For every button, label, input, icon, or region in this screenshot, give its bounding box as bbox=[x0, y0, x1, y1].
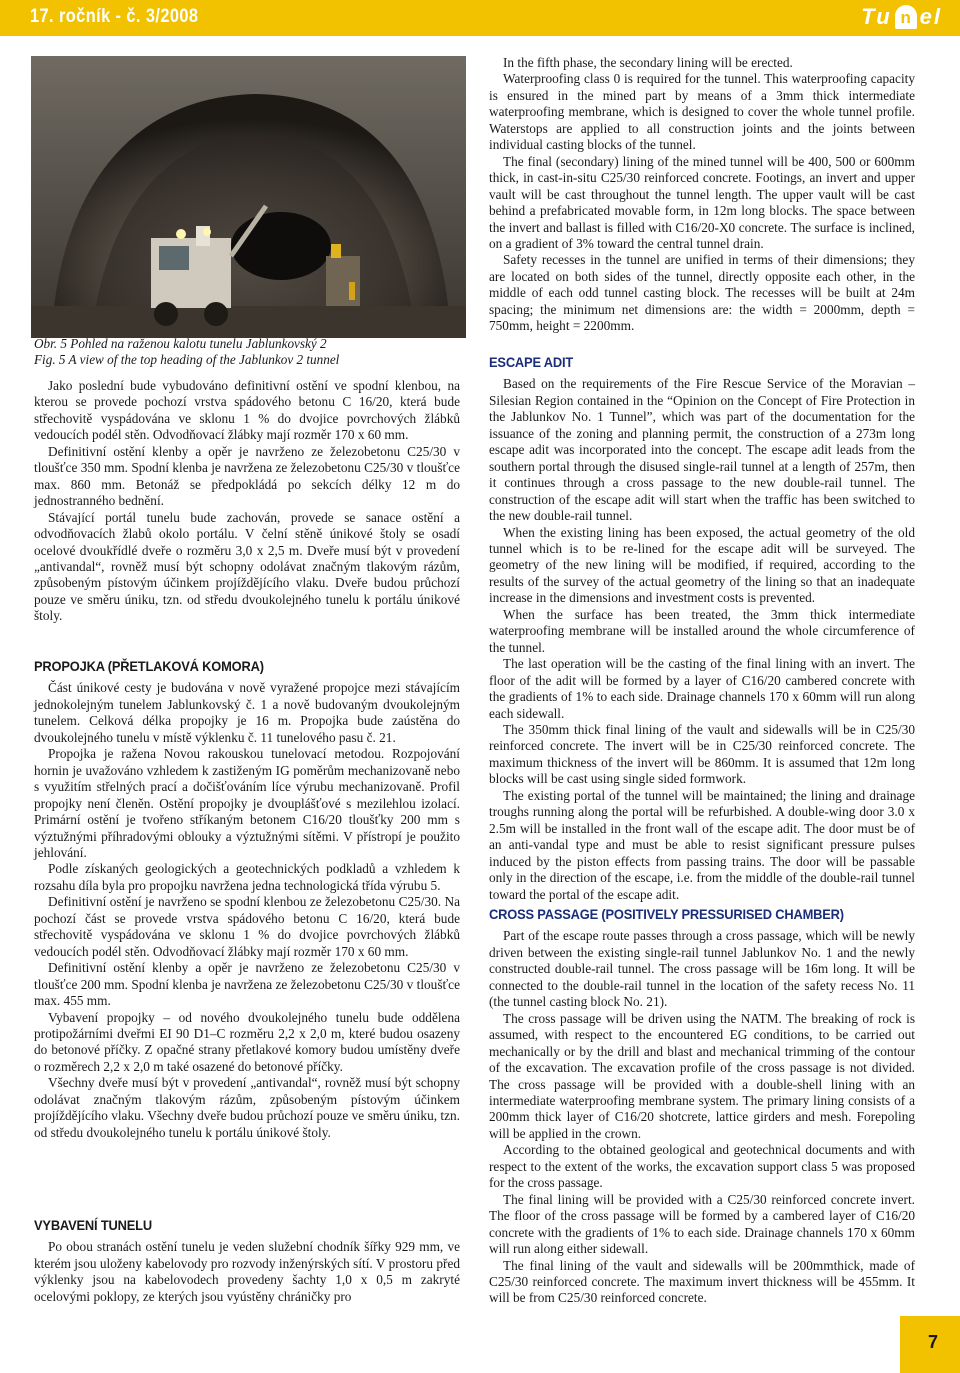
left-column-vybaveni bbox=[34, 1217, 460, 1305]
paragraph: The final (secondary) lining of the mined tunnel will be 400, 500 or 600mm thick, in cast-in-situ C25/30 reinforced concrete. Footings, an invert and upper vault will be cast throughout the tunnel length. The upper vault will be cast behind a prefabricated movable form, in 12m long blocks. The space between the invert and ballast is filled with C16/20-X0 concrete. The surface is inclined, on a gradient of 3% toward the central tunnel drain. bbox=[489, 153, 915, 251]
paragraph: The existing portal of the tunnel will be maintained; the lining and drainage troughs running along the portal will be refurbished. A double-wing door 3.0 x 2.5m will be installed in the front wall of the escape adit. The door must be of an anti-vandal type and must be able to resist significant pressure pulses induced by the piston effects from passing trains. The door will be passable only in the direction of the escape, i.e. from the middle of the double-rail tunnel toward the portal of the escape adit. bbox=[489, 787, 915, 902]
paragraph: Part of the escape route passes through a cross passage, which will be newly driven between the existing single-rail tunnel Jablunkov No. 1 and the newly constructed double-rail tunnel. The cross passage will be 16m long. It will be connected to the double-rail tunnel in the location of the safety recess No. 11 (the tunnel casting block No. 21). bbox=[489, 928, 915, 1010]
paragraph: The last operation will be the casting of the final lining with an invert. The floor of the adit will be formed by a layer of C16/20 cambered concrete with the gradients of 1% to each side. Drainage channels 170 x 60mm will run along each sidewall. bbox=[489, 656, 915, 721]
paragraph: Definitivní ostění klenby a opěr je navrženo ze železobetonu C25/30 v tloušťce 350 mm. Spodní klenba je navržena ze železobetonu C25/30 v tloušťce max. 860 mm. Betonáž se předpokládá po sekcích délky 12 m do jednostranného bednění. bbox=[34, 443, 460, 509]
paragraph: Všechny dveře musí být v provedení „antivandal“, rovněž musí být schopny odolávat značným tlakovým rázům, způsobeným pístovým účinkem projíždějícího vlaku. Všechny dveře budou průchozí pouze ve směru úniku, tzn. od středu dvoukolejného tunelu k portálu únikové štoly. bbox=[34, 1075, 460, 1140]
paragraph: Vybavení propojky – od nového dvoukolejného tunelu bude oddělena protipožárními dveřmi EI 90 D1–C rozměru 2,2 x 2,0 m, které budou osazeny do betonové příčky. Z opačné strany přetlakové komory budou umístěny dveře o rozměrech 2,2 x 2,0 m také osazené do betonové příčky. bbox=[34, 1009, 460, 1074]
logo-text-end: el bbox=[919, 4, 942, 29]
section-heading-vybaveni: VYBAVENÍ TUNELU bbox=[34, 1217, 152, 1233]
caption-czech: Obr. 5 Pohled na raženou kalotu tunelu Jablunkovský 2 bbox=[34, 336, 327, 351]
paragraph: Definitivní ostění klenby a opěr je navrženo ze železobetonu C25/30 v tloušťce 200 mm. Spodní klenba je navržena ze železobetonu C25/30 v tloušťce max. 455 mm. bbox=[34, 960, 460, 1009]
paragraph: Stávající portál tunelu bude zachován, provede se sanace ostění a odvodňovacích žlabů okolo portálu. V čelní stěně únikové štoly se osadí ocelové dvoukřídlé dveře o rozměru 3,0 x 2,5 m. Dveře musí být v provedení „antivandal“, rovněž musí být schopny odolávat značným tlakovým rázům, způsobeným pístovým účinkem projíždějícího vlaku. Dveře budou průchozí pouze ve směru úniku, tzn. od středu dvoukolejného tunelu k portálu únikové štoly. bbox=[34, 509, 460, 624]
paragraph: When the existing lining has been exposed, the actual geometry of the old tunnel which is to be re-lined for the escape adit will be surveyed. The geometry of the new lining will be modified, if required, according to the results of the survey of the actual geometry of the lining so that an inadequate increase in the dimensions and investment costs is prevented. bbox=[489, 524, 915, 606]
paragraph: The 350mm thick final lining of the vault and sidewalls will be in C25/30 reinforced concrete. The invert will be in C25/30 reinforced concrete. The maximum thickness of the invert will be 860mm. It is assumed that 12m long blocks will be cast using single sided formwork. bbox=[489, 721, 915, 787]
paragraph: The cross passage will be driven using the NATM. The breaking of rock is assumed, with respect to the encountered EG conditions, to be carried out mechanically or by the drill and blast and mechanical trimming of the contour of the excavation. The excavation profile of the cross passage is not divided. The cross passage will be provided with a double-shell lining with an intermediate waterproofing membrane system. The primary lining consists of a 200mm thick layer of C16/20 shotcrete, lattice girders and mesh. Forepoling will be applied in the crown. bbox=[489, 1010, 915, 1141]
paragraph: Based on the requirements of the Fire Rescue Service of the Moravian – Silesian Region contained in the “Opinion on the Concept of Fire Protection in the Jablunkov No. 1 Tunnel”, which was part of the documentation for the issuance of the zoning and planning permit, the construction of a 273m long escape adit was incorporated into the concept. The escape adit leads from the southern portal through the disused single-rail tunnel at a length of 257m, then it continues through a cross passage to the new double-rail tunnel. The construction of the escape adit will start when the traffic has been switched to the new double-rail tunnel. bbox=[489, 376, 915, 524]
paragraph: Jako poslední bude vybudováno definitivní ostění ve spodní klenbou, na kterou se provede pochozí vrstva spádového betonu C 16/20, která bude střechovitě vyspádována ve sklonu 1 % do dvojice povrchových žlábků vedoucích podél stěn. Odvodňovací žlábky mají rozměr 170 x 60 mm. bbox=[34, 378, 460, 443]
left-column-propojka bbox=[34, 658, 460, 1141]
left-column-intro bbox=[34, 378, 460, 625]
paragraph: Část únikové cesty je budována v nově vyražené propojce mezi stávajícím jednokolejným tunelem Jablunkovský č. 1 a nově budovaným dvoukolejným tunelem. Celková délka propojky je 16 m. Propojka bude zaústěna do dvoukolejného tunelu v místě výklenku č. 11 tunelového pasu č. 21. bbox=[34, 680, 460, 745]
section-heading-escape-adit: ESCAPE ADIT bbox=[489, 354, 574, 370]
paragraph: Definitivní ostění je navrženo se spodní klenbou ze železobetonu C25/30. Na pochozí část se provede vrstva spádového betonu C 16/20, která bude střechovitě vyspádována ve sklonu 1 % do dvojice povrchových žlábků vedoucích podél stěn. Odvodňovací žlábky mají rozměr 170 x 60 mm. bbox=[34, 894, 460, 959]
issue-label: 17. ročník - č. 3/2008 bbox=[30, 6, 199, 27]
paragraph: Podle získaných geologických a geotechnických podkladů a vzhledem k rozsahu díla byla pro propojku navržena jedna technologická třída výrubu 5. bbox=[34, 861, 460, 893]
paragraph: The final lining of the vault and sidewalls will be 200mmthick, made of C25/30 reinforced concrete. The maximum invert thickness will be 455mm. It will be from C25/30 reinforced concrete. bbox=[489, 1257, 915, 1306]
section-heading-cross-passage: CROSS PASSAGE (POSITIVELY PRESSURISED CHAMBER) bbox=[489, 906, 844, 922]
section-heading-propojka: PROPOJKA (PŘETLAKOVÁ KOMORA) bbox=[34, 658, 264, 674]
paragraph: Waterproofing class 0 is required for the tunnel. This waterproofing capacity is ensured in the mined part by means of a 3mm thick intermediate waterproofing membrane, which is designed to cover the whole tunnel profile. Waterstops are applied to all construction joints and the joints between individual casting blocks of the tunnel. bbox=[489, 71, 915, 153]
right-column-cross-passage bbox=[489, 906, 915, 1307]
page-number: 7 bbox=[928, 1332, 939, 1352]
logo-tunnel-icon: n bbox=[895, 5, 917, 29]
right-column-escape-adit bbox=[489, 354, 915, 903]
paragraph: In the fifth phase, the secondary lining will be erected. bbox=[503, 55, 793, 70]
paragraph: When the surface has been treated, the 3mm thick intermediate waterproofing membrane will be installed around the whole circumference of the tunnel. bbox=[489, 606, 915, 655]
tunel-logo bbox=[861, 4, 942, 30]
caption-english: Fig. 5 A view of the top heading of the Jablunkov 2 tunnel bbox=[34, 352, 340, 367]
paragraph: Propojka je ražena Novou rakouskou tunelovací metodou. Rozpojování hornin je uvažováno vzhledem k zastiženým IG poměrům mechanizovaně nebo s využitím střelných prací a dočišťováním líce výrubu mechanizovaně. Profil propojky není členěn. Ostění propojky je dvouplášťové s mezilehlou izolací. Primární ostění je tvořeno stříkaným betonem C16/20 tloušťky 200 mm s výztužnými příhradovými oblouky a výztužnými sítěmi. V přístropí je použito jehlování. bbox=[34, 746, 460, 860]
paragraph: Po obou stranách ostění tunelu je veden služební chodník šířky 929 mm, ve kterém jsou uloženy kabelovody pro rozvody inženýrských sítí. V prostoru před výklenky jsou na kabelovodech provedeny šachty 1,0 x 0,5 m zakryté ocelovými poklopy, ze kterých jsou vyústěny chráničky pro bbox=[34, 1239, 460, 1304]
paragraph: The final lining will be provided with a C25/30 reinforced concrete invert. The floor of the cross passage will be formed by a cambered layer of C16/20 concrete with the gradients of 1% to each side. Drainage channels 170 x 60mm will run along either sidewall. bbox=[489, 1191, 915, 1257]
right-column-intro bbox=[489, 55, 915, 335]
tunnel-photo-illustration bbox=[31, 56, 466, 338]
page-header bbox=[0, 0, 960, 36]
logo-text-start: Tu bbox=[861, 4, 892, 29]
figure-caption bbox=[34, 336, 464, 368]
tunnel-photo bbox=[31, 56, 466, 338]
page-number-box bbox=[900, 1316, 960, 1373]
paragraph: According to the obtained geological and geotechnical documents and with respect to the extent of the works, the excavation support class 5 was proposed for the cross passage. bbox=[489, 1142, 915, 1191]
paragraph: Safety recesses in the tunnel are unified in terms of their dimensions; they are located on both sides of the tunnel, directly opposite each other, in the middle of each odd tunnel casting block. The recesses will be built at 24m spacing; the minimum net dimensions are: the width = 2000mm, depth = 750mm, height = 2200mm. bbox=[489, 252, 915, 334]
